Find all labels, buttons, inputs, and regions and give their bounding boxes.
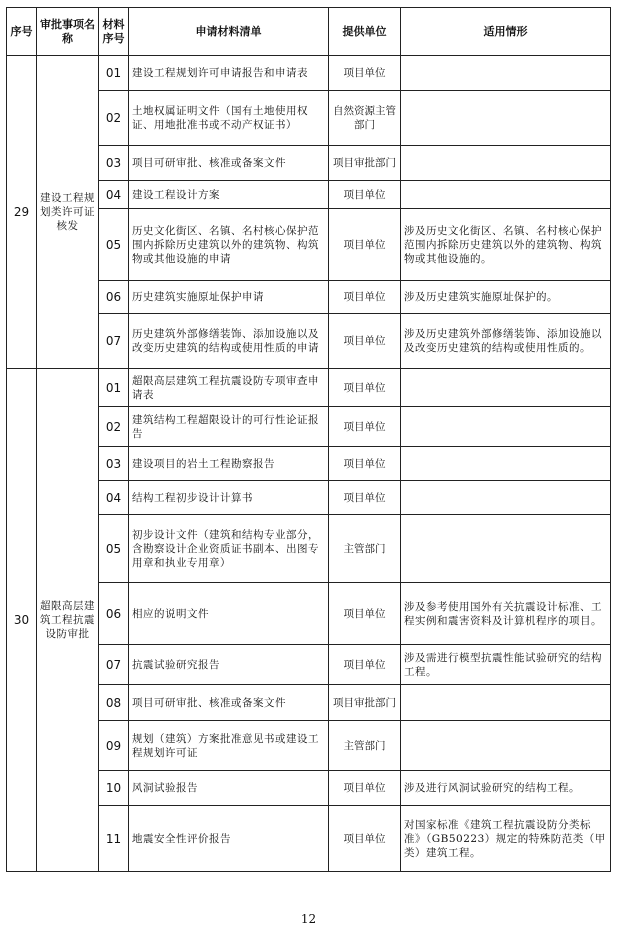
material-name: 初步设计文件（建筑和结构专业部分，含勘察设计企业资质证书副本、出图专用章和执业专用章） xyxy=(129,515,329,583)
group-seq: 29 xyxy=(7,56,37,369)
provider-unit: 项目单位 xyxy=(329,314,401,369)
material-name: 结构工程初步设计计算书 xyxy=(129,481,329,515)
provider-unit: 自然资源主管部门 xyxy=(329,91,401,146)
group-seq: 30 xyxy=(7,369,37,872)
condition: 对国家标准《建筑工程抗震设防分类标准》（GB50223）规定的特殊防范类（甲类）建筑工程。 xyxy=(401,806,611,872)
material-name: 风洞试验报告 xyxy=(129,771,329,806)
material-no: 08 xyxy=(99,685,129,721)
header-row xyxy=(7,8,611,56)
provider-unit: 项目单位 xyxy=(329,181,401,209)
material-name: 历史文化街区、名镇、名村核心保护范围内拆除历史建筑以外的建筑物、构筑物或其他设施的申请 xyxy=(129,209,329,281)
condition xyxy=(401,685,611,721)
material-name: 地震安全性评价报告 xyxy=(129,806,329,872)
condition: 涉及进行风洞试验研究的结构工程。 xyxy=(401,771,611,806)
material-name: 历史建筑外部修缮装饰、添加设施以及改变历史建筑的结构或使用性质的申请 xyxy=(129,314,329,369)
material-name: 相应的说明文件 xyxy=(129,583,329,645)
condition: 涉及历史建筑实施原址保护的。 xyxy=(401,281,611,314)
provider-unit: 项目单位 xyxy=(329,369,401,407)
material-name: 建设工程规划许可申请报告和申请表 xyxy=(129,56,329,91)
material-no: 06 xyxy=(99,583,129,645)
material-no: 02 xyxy=(99,91,129,146)
provider-unit: 主管部门 xyxy=(329,515,401,583)
provider-unit: 项目单位 xyxy=(329,209,401,281)
group-name: 建设工程规划类许可证核发 xyxy=(37,56,99,369)
provider-unit: 项目单位 xyxy=(329,645,401,685)
material-no: 03 xyxy=(99,447,129,481)
provider-unit: 项目单位 xyxy=(329,407,401,447)
material-name: 抗震试验研究报告 xyxy=(129,645,329,685)
provider-unit: 项目单位 xyxy=(329,583,401,645)
provider-unit: 项目单位 xyxy=(329,281,401,314)
provider-unit: 项目单位 xyxy=(329,56,401,91)
material-name: 建设工程设计方案 xyxy=(129,181,329,209)
condition xyxy=(401,515,611,583)
condition xyxy=(401,369,611,407)
material-no: 01 xyxy=(99,56,129,91)
material-name: 超限高层建筑工程抗震设防专项审查申请表 xyxy=(129,369,329,407)
provider-unit: 项目审批部门 xyxy=(329,146,401,181)
condition xyxy=(401,56,611,91)
condition: 涉及历史建筑外部修缮装饰、添加设施以及改变历史建筑的结构或使用性质的。 xyxy=(401,314,611,369)
material-no: 05 xyxy=(99,209,129,281)
condition xyxy=(401,447,611,481)
material-no: 11 xyxy=(99,806,129,872)
header-item-name: 审批事项名称 xyxy=(37,8,99,56)
material-name: 历史建筑实施原址保护申请 xyxy=(129,281,329,314)
material-no: 02 xyxy=(99,407,129,447)
condition: 涉及历史文化街区、名镇、名村核心保护范围内拆除历史建筑以外的建筑物、构筑物或其他设施的。 xyxy=(401,209,611,281)
condition xyxy=(401,181,611,209)
material-no: 04 xyxy=(99,181,129,209)
provider-unit: 主管部门 xyxy=(329,721,401,771)
material-name: 项目可研审批、核准或备案文件 xyxy=(129,146,329,181)
header-condition: 适用情形 xyxy=(401,8,611,56)
provider-unit: 项目单位 xyxy=(329,481,401,515)
condition xyxy=(401,481,611,515)
material-no: 09 xyxy=(99,721,129,771)
condition xyxy=(401,146,611,181)
table-row xyxy=(7,56,611,91)
header-seq: 序号 xyxy=(7,8,37,56)
condition: 涉及参考使用国外有关抗震设计标准、工程实例和震害资料及计算机程序的项目。 xyxy=(401,583,611,645)
material-no: 03 xyxy=(99,146,129,181)
material-no: 10 xyxy=(99,771,129,806)
material-name: 土地权属证明文件（国有土地使用权证、用地批准书或不动产权证书） xyxy=(129,91,329,146)
provider-unit: 项目单位 xyxy=(329,806,401,872)
provider-unit: 项目单位 xyxy=(329,447,401,481)
provider-unit: 项目审批部门 xyxy=(329,685,401,721)
material-name: 项目可研审批、核准或备案文件 xyxy=(129,685,329,721)
material-no: 07 xyxy=(99,314,129,369)
page-number: 12 xyxy=(300,912,317,926)
material-no: 01 xyxy=(99,369,129,407)
material-no: 07 xyxy=(99,645,129,685)
material-no: 05 xyxy=(99,515,129,583)
condition xyxy=(401,407,611,447)
material-name: 规划（建筑）方案批准意见书或建设工程规划许可证 xyxy=(129,721,329,771)
materials-table xyxy=(6,7,611,872)
header-material-no: 材料序号 xyxy=(99,8,129,56)
material-name: 建设项目的岩土工程勘察报告 xyxy=(129,447,329,481)
condition xyxy=(401,91,611,146)
material-no: 04 xyxy=(99,481,129,515)
material-name: 建筑结构工程超限设计的可行性论证报告 xyxy=(129,407,329,447)
group-name: 超限高层建筑工程抗震设防审批 xyxy=(37,369,99,872)
condition xyxy=(401,721,611,771)
header-provider: 提供单位 xyxy=(329,8,401,56)
material-no: 06 xyxy=(99,281,129,314)
provider-unit: 项目单位 xyxy=(329,771,401,806)
header-material-list: 申请材料清单 xyxy=(129,8,329,56)
condition: 涉及需进行模型抗震性能试验研究的结构工程。 xyxy=(401,645,611,685)
table-row xyxy=(7,369,611,407)
